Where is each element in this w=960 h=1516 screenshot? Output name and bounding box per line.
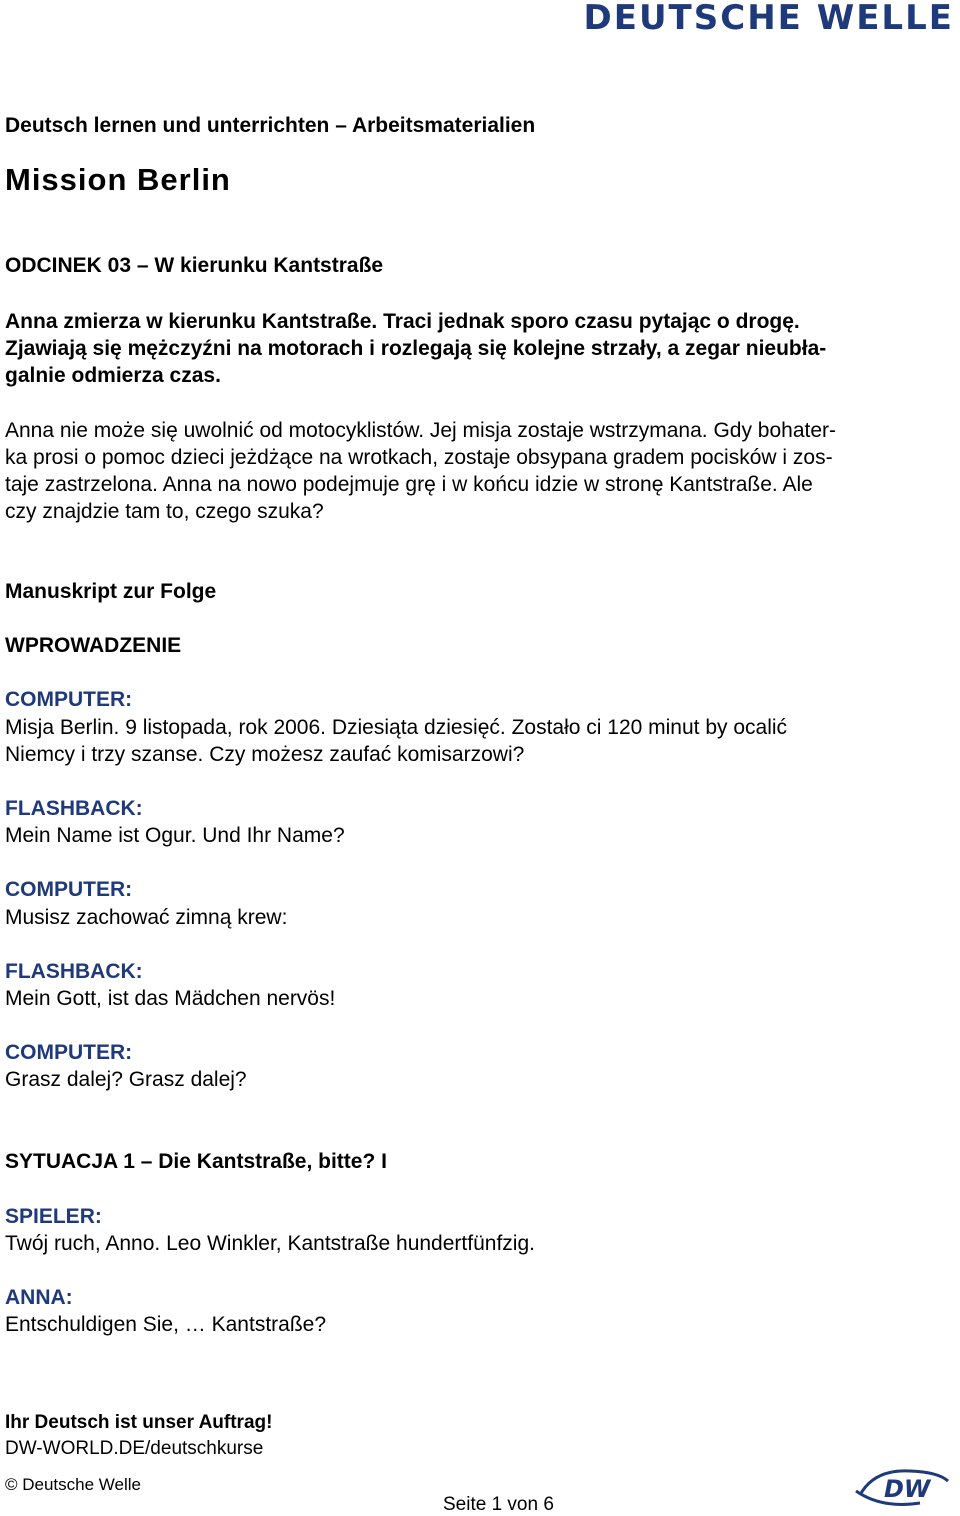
series-title: Deutsch lernen und unterrichten – Arbeitsmaterialien <box>5 114 536 137</box>
speaker-label: FLASHBACK: <box>5 797 143 820</box>
footer-slogan: Ihr Deutsch ist unser Auftrag! <box>5 1412 273 1433</box>
dialogue-line: Grasz dalej? Grasz dalej? <box>5 1068 247 1091</box>
intro-line: taje zastrzelona. Anna na nowo podejmuje grę i w końcu idzie w stronę Kantstraße. Ale <box>5 473 813 496</box>
speaker-label: COMPUTER: <box>5 1041 133 1064</box>
intro-line: ka prosi o pomoc dzieci jeżdżące na wrotkach, zostaje obsypana gradem pocisków i zos- <box>5 446 833 469</box>
summary-line: Anna zmierza w kierunku Kantstraße. Traci jednak sporo czasu pytając o drogę. <box>5 310 800 333</box>
speaker-label: COMPUTER: <box>5 688 133 711</box>
summary-paragraph <box>5 308 945 389</box>
dialogue-line: Misja Berlin. 9 listopada, rok 2006. Dziesiąta dziesięć. Zostało ci 120 minut by ocalić <box>5 716 788 739</box>
manuscript-heading: Manuskript zur Folge <box>5 580 217 603</box>
episode-title: ODCINEK 03 – W kierunku Kantstraße <box>5 254 384 277</box>
section-heading-intro: WPROWADZENIE <box>5 634 182 657</box>
speaker-label: COMPUTER: <box>5 878 133 901</box>
footer-copyright: © Deutsche Welle <box>5 1475 141 1494</box>
dialogue-line: Entschuldigen Sie, … Kantstraße? <box>5 1313 327 1336</box>
section-heading-situation: SYTUACJA 1 – Die Kantstraße, bitte? I <box>5 1150 387 1173</box>
intro-line: czy znajdzie tam to, czego szuka? <box>5 500 324 523</box>
brand-header: DEUTSCHE WELLE <box>583 0 954 38</box>
dialogue-line: Niemcy i trzy szanse. Czy możesz zaufać komisarzowi? <box>5 743 525 766</box>
intro-paragraph <box>5 417 945 525</box>
speaker-label: ANNA: <box>5 1286 73 1309</box>
dialogue-line: Mein Name ist Ogur. Und Ihr Name? <box>5 824 345 847</box>
summary-line: Zjawiają się mężczyźni na motorach i rozlegają się kolejne strzały, a zegar nieubła- <box>5 337 827 360</box>
dw-logo-text: DW <box>884 1475 931 1503</box>
document-title: Mission Berlin <box>5 162 231 197</box>
summary-line: galnie odmierza czas. <box>5 364 221 387</box>
dw-logo-icon <box>854 1465 952 1507</box>
dialogue-line: Twój ruch, Anno. Leo Winkler, Kantstraße hundertfünfzig. <box>5 1232 535 1255</box>
page-number: Seite 1 von 6 <box>443 1494 554 1515</box>
speaker-label: FLASHBACK: <box>5 960 143 983</box>
speaker-label: SPIELER: <box>5 1205 102 1228</box>
dialogue-line: Mein Gott, ist das Mädchen nervös! <box>5 987 336 1010</box>
footer-url: DW-WORLD.DE/deutschkurse <box>5 1438 264 1459</box>
dialogue-line: Musisz zachować zimną krew: <box>5 906 288 929</box>
intro-line: Anna nie może się uwolnić od motocyklistów. Jej misja zostaje wstrzymana. Gdy bohater- <box>5 419 837 442</box>
